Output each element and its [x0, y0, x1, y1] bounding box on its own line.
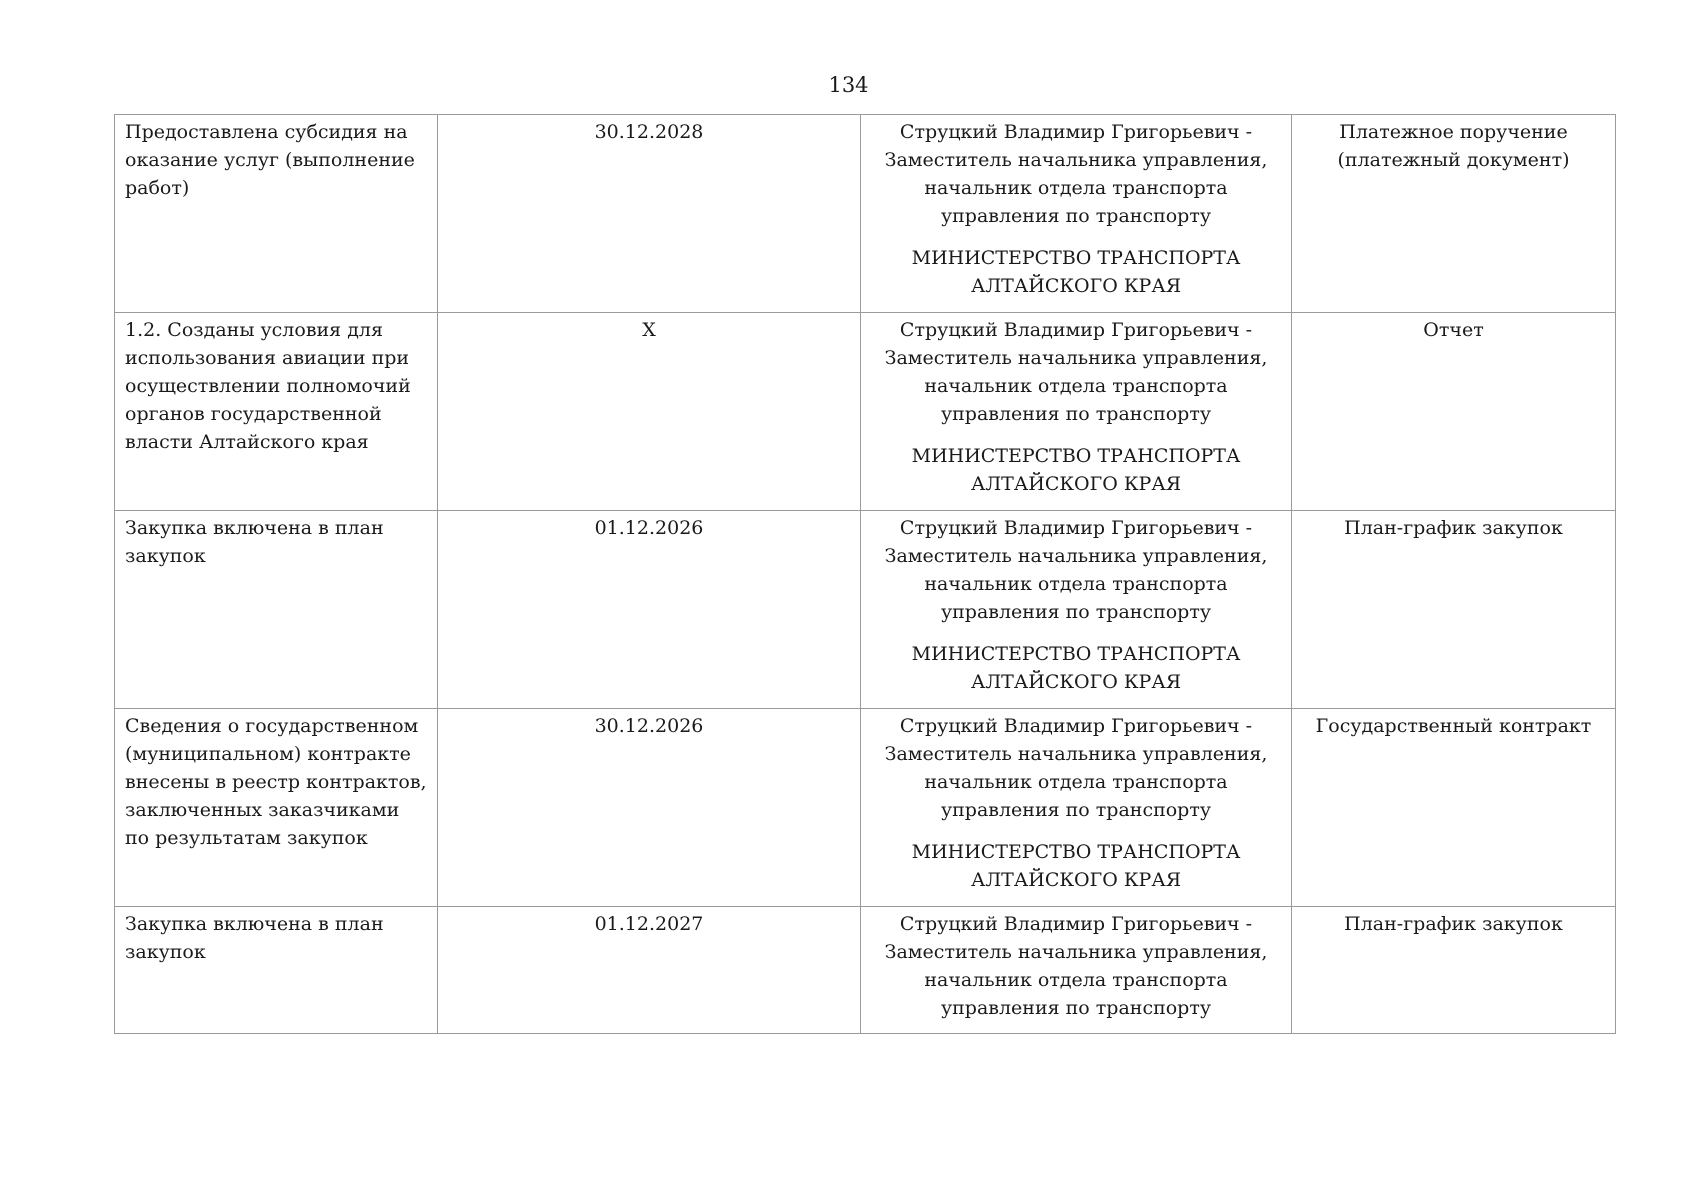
result-cell: Сведения о государственном (муниципальном) контракте внесены в реестр контрактов, заключенных заказчиками по результатам закупок	[115, 709, 438, 907]
date-cell: 30.12.2028	[438, 115, 861, 313]
organization-name: МИНИСТЕРСТВО ТРАНСПОРТА АЛТАЙСКОГО КРАЯ	[911, 247, 1241, 297]
responsible-person: Струцкий Владимир Григорьевич - Заместитель начальника управления, начальник отдела транспорта управления по транспорту	[884, 319, 1268, 425]
organization-name: МИНИСТЕРСТВО ТРАНСПОРТА АЛТАЙСКОГО КРАЯ	[911, 445, 1241, 495]
date-cell: X	[438, 313, 861, 511]
document-cell: План-график закупок	[1292, 907, 1616, 1034]
responsible-cell	[861, 115, 1292, 313]
document-cell: Платежное поручение (платежный документ)	[1292, 115, 1616, 313]
responsible-person: Струцкий Владимир Григорьевич - Заместитель начальника управления, начальник отдела транспорта управления по транспорту	[884, 913, 1268, 1019]
control-points-table	[114, 114, 1616, 1034]
organization-name: МИНИСТЕРСТВО ТРАНСПОРТА АЛТАЙСКОГО КРАЯ	[911, 841, 1241, 891]
document-cell: Государственный контракт	[1292, 709, 1616, 907]
table-row	[115, 709, 1616, 907]
result-cell: Предоставлена субсидия на оказание услуг (выполнение работ)	[115, 115, 438, 313]
responsible-person: Струцкий Владимир Григорьевич - Заместитель начальника управления, начальник отдела транспорта управления по транспорту	[884, 715, 1268, 821]
document-cell: План-график закупок	[1292, 511, 1616, 709]
organization-name: МИНИСТЕРСТВО ТРАНСПОРТА АЛТАЙСКОГО КРАЯ	[911, 643, 1241, 693]
document-cell: Отчет	[1292, 313, 1616, 511]
date-cell: 01.12.2027	[438, 907, 861, 1034]
responsible-cell	[861, 709, 1292, 907]
responsible-cell	[861, 511, 1292, 709]
result-cell: 1.2. Созданы условия для использования авиации при осуществлении полномочий органов государственной власти Алтайского края	[115, 313, 438, 511]
responsible-cell	[861, 313, 1292, 511]
result-cell: Закупка включена в план закупок	[115, 511, 438, 709]
page-number: 134	[828, 73, 869, 97]
responsible-person: Струцкий Владимир Григорьевич - Заместитель начальника управления, начальник отдела транспорта управления по транспорту	[884, 517, 1268, 623]
table-row	[115, 907, 1616, 1034]
result-cell: Закупка включена в план закупок	[115, 907, 438, 1034]
table-row	[115, 115, 1616, 313]
responsible-cell	[861, 907, 1292, 1034]
table-row	[115, 511, 1616, 709]
responsible-person: Струцкий Владимир Григорьевич - Заместитель начальника управления, начальник отдела транспорта управления по транспорту	[884, 121, 1268, 227]
table-row	[115, 313, 1616, 511]
date-cell: 30.12.2026	[438, 709, 861, 907]
date-cell: 01.12.2026	[438, 511, 861, 709]
